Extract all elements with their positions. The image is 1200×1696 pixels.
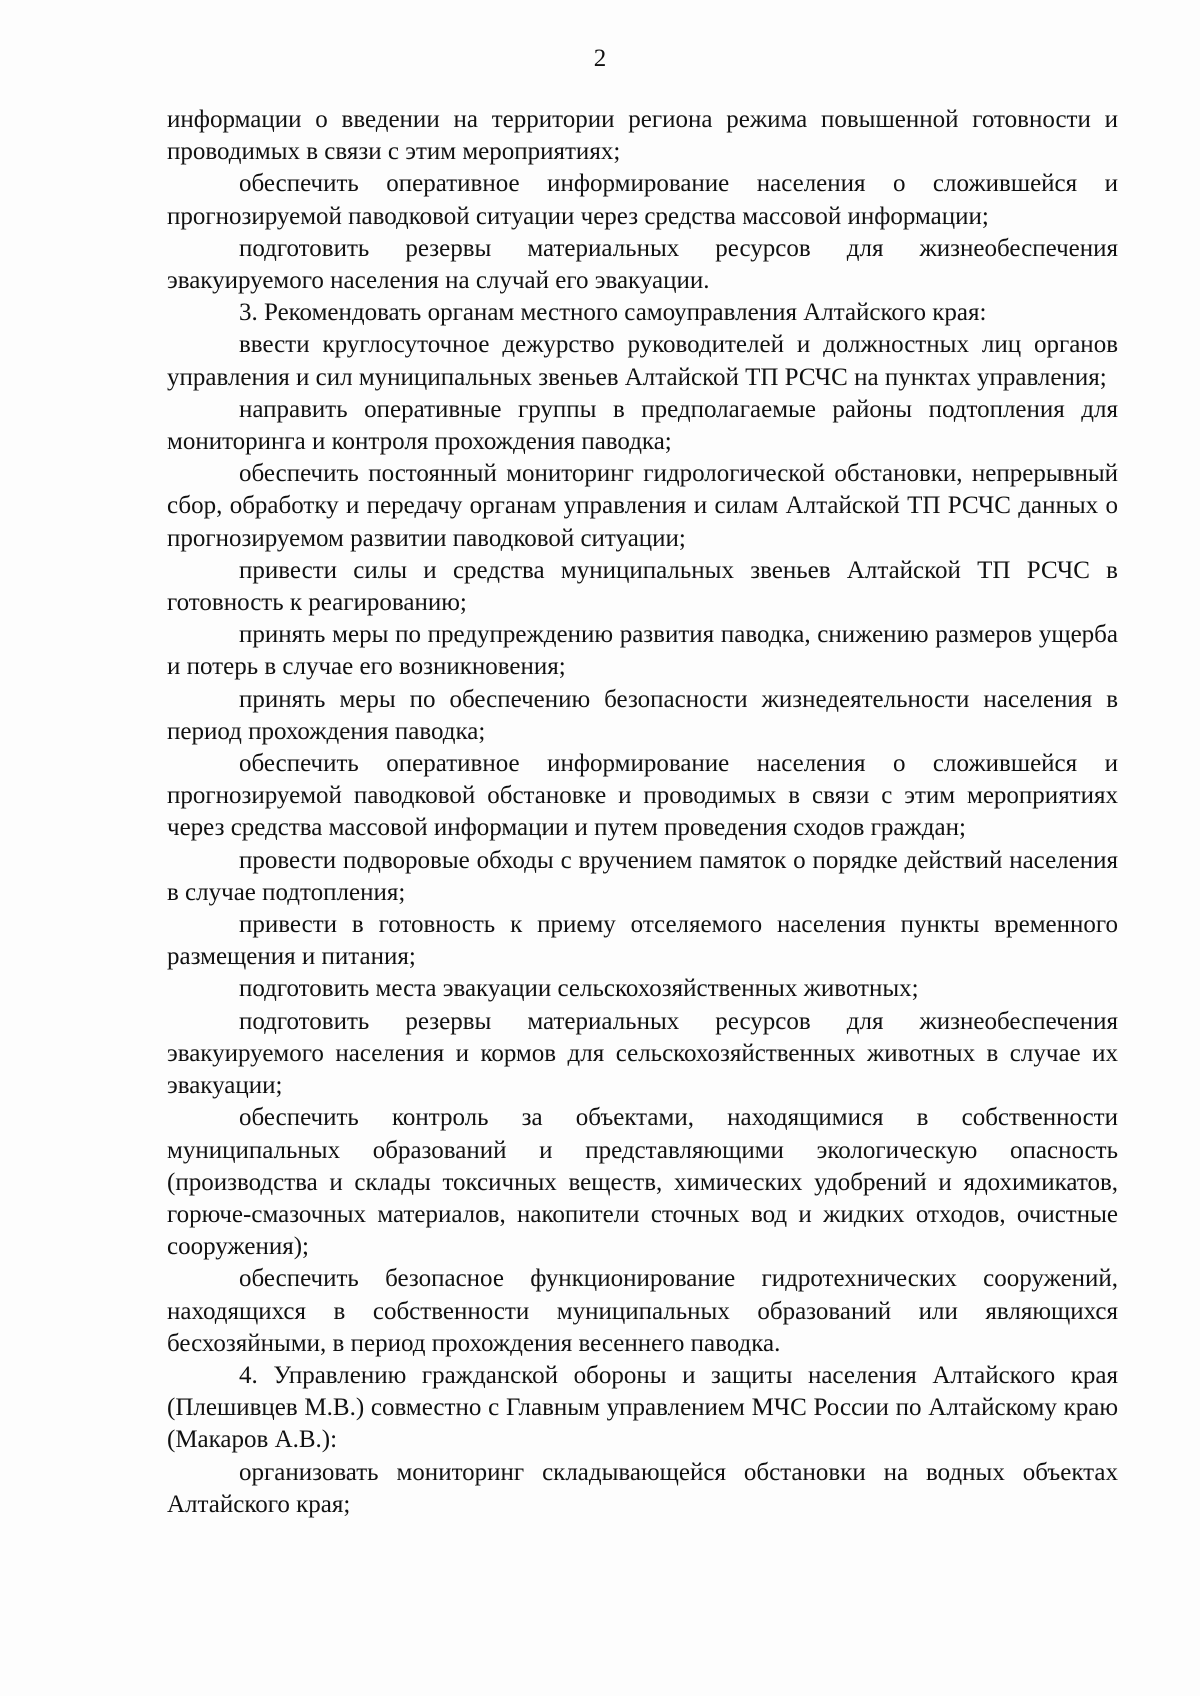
paragraph: привести в готовность к приему отселяемого населения пункты временного размещения и питания; <box>167 911 1118 971</box>
document-body <box>167 104 1118 1521</box>
paragraph: принять меры по обеспечению безопасности жизнедеятельности населения в период прохождения паводка; <box>167 685 1118 745</box>
paragraph: информации о введении на территории региона режима повышенной готовности и проводимых в связи с этим мероприятиях; <box>167 106 1118 166</box>
paragraph: подготовить резервы материальных ресурсов для жизнеобеспечения эвакуируемого населения на случай его эвакуации. <box>167 234 1118 295</box>
paragraph: организовать мониторинг складывающейся обстановки на водных объектах Алтайского края; <box>167 1458 1118 1518</box>
paragraph: ввести круглосуточное дежурство руководителей и должностных лиц органов управления и сил муниципальных звеньев Алтайской ТП РСЧС на пунктах управления; <box>167 331 1118 391</box>
paragraph: принять меры по предупреждению развития паводка, снижению размеров ущерба и потерь в случае его возникновения; <box>167 621 1118 681</box>
paragraph: обеспечить безопасное функционирование гидротехнических сооружений, находящихся в собственности муниципальных образований или являющихся бесхозяйными, в период прохождения весеннего паводка. <box>167 1265 1118 1357</box>
paragraph: провести подворовые обходы с вручением памяток о порядке действий населения в случае подтопления; <box>167 846 1118 906</box>
paragraph: привести силы и средства муниципальных звеньев Алтайской ТП РСЧС в готовность к реагированию; <box>167 556 1118 617</box>
paragraph: обеспечить постоянный мониторинг гидрологической обстановки, непрерывный сбор, обработку и передачу органам управления и силам Алтайской ТП РСЧС данных о прогнозируемом развитии паводковой ситуации; <box>167 460 1118 552</box>
paragraph: подготовить резервы материальных ресурсов для жизнеобеспечения эвакуируемого населения и кормов для сельскохозяйственных животных в случае их эвакуации; <box>167 1007 1118 1100</box>
paragraph: 3. Рекомендовать органам местного самоуправления Алтайского края: <box>239 299 987 327</box>
paragraph: обеспечить контроль за объектами, находящимися в собственности муниципальных образований и представляющими экологическую опасность (производства и склады токсичных веществ, химических удобрений и ядохимикатов, горюче-смазочных материалов, накопители сточных вод и жидких отходов, очистные сооружения); <box>167 1104 1118 1261</box>
paragraph: обеспечить оперативное информирование населения о сложившейся и прогнозируемой паводковой ситуации через средства массовой информации; <box>167 170 1118 230</box>
paragraph: подготовить места эвакуации сельскохозяйственных животных; <box>239 975 919 1003</box>
paragraph: обеспечить оперативное информирование населения о сложившейся и прогнозируемой паводковой обстановке и проводимых в связи с этим мероприятиях через средства массовой информации и путем проведения сходов граждан; <box>167 750 1118 842</box>
page-number: 2 <box>593 45 607 72</box>
paragraph: 4. Управлению гражданской обороны и защиты населения Алтайского края (Плешивцев М.В.) совместно с Главным управлением МЧС России по Алтайскому краю (Макаров А.В.): <box>167 1361 1118 1454</box>
paragraph: направить оперативные группы в предполагаемые районы подтопления для мониторинга и контроля прохождения паводка; <box>167 395 1118 456</box>
